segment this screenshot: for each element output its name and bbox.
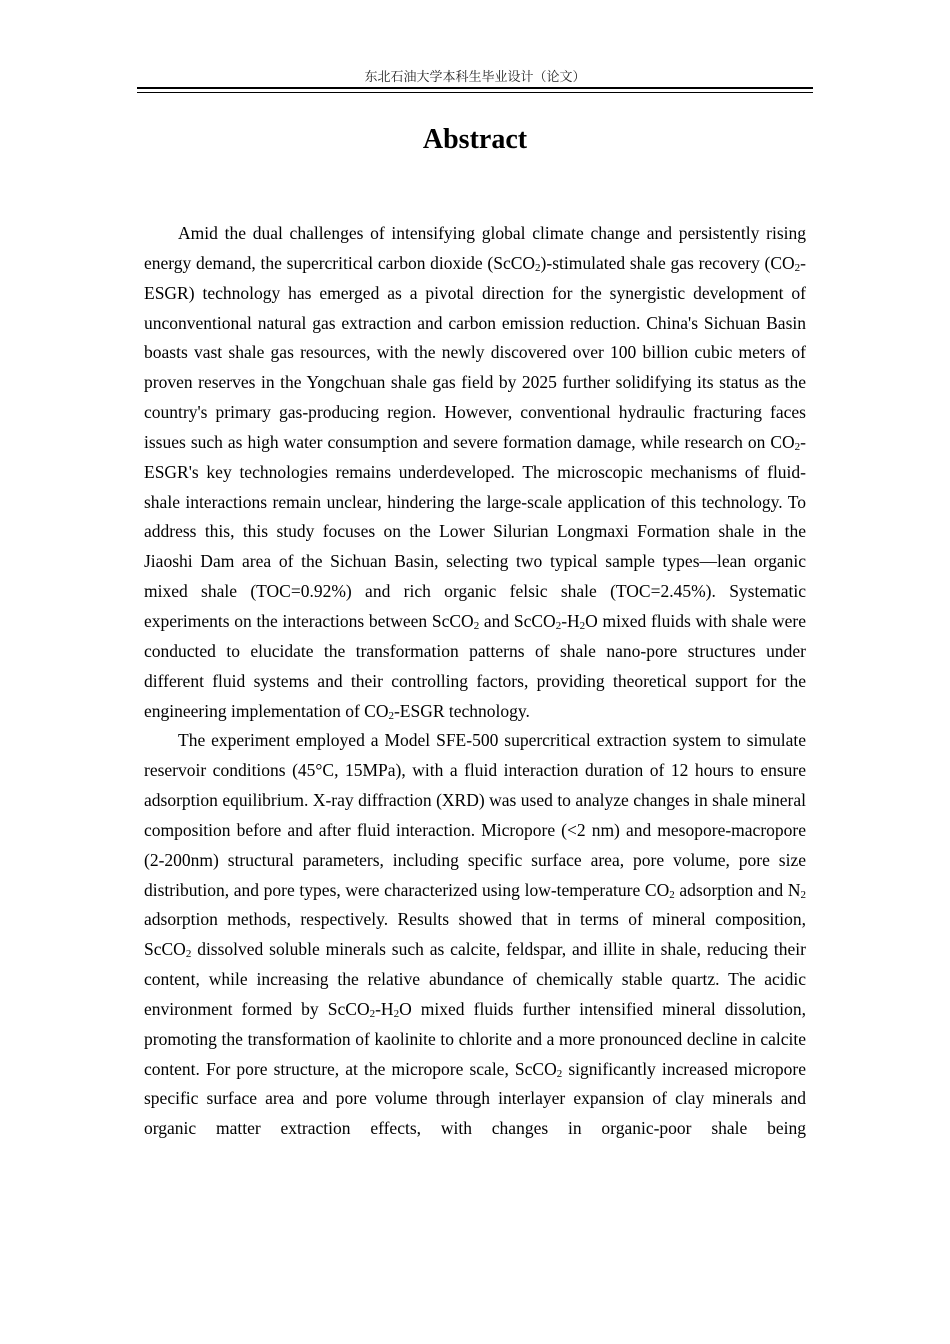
abstract-paragraph-1 [144,219,806,726]
text-run: Amid the dual challenges of intensifying global climate change and persistently rising energy demand, the supercritical carbon dioxide (ScCO [144,223,806,273]
text-run: O mixed fluids with shale were conducted to elucidate the transformation patterns of shale nano-pore structures under different fluid systems and their controlling factors, providing theoretical support for the engineering implementation of CO [144,610,807,721]
subscript: 2 [800,888,806,901]
text-run: The experiment employed a Model SFE-500 supercritical extraction system to simulate reservoir conditions (45°C, 15MPa), with a fluid interaction duration of 12 hours to ensure adsorption equilibrium. X-ray diffraction (XRD) was used to analyze changes in shale mineral composition before and after fluid interaction. Micropore (<2 nm) and mesopore-macropore (2-200nm) structural parameters, including specific surface area, pore volume, pore size distribution, and pore types, were characterized using low-temperature CO [144,730,806,900]
page-title: Abstract [422,124,528,155]
text-run: )-stimulated shale gas recovery (CO [540,252,795,273]
subscript: 2 [794,261,801,274]
header-rule-thin [137,92,813,93]
text-run: significantly increased micropore specific surface area and pore volume through interlayer expansion of clay minerals and organic matter extraction effects, with changes in organic-poor shale being [144,1058,806,1139]
text-run: -ESGR's key technologies remains underdeveloped. The microscopic mechanisms of fluid-shale interactions remain unclear, hindering the large-scale application of this technology. To address this, this study focuses on the Lower Silurian Longmaxi Formation shale in the Jiaoshi Dam area of the Sichuan Basin, selecting two typical sample types—lean organic mixed shale (TOC=0.92%) and rich organic felsic shale (TOC=2.45%). Systematic experiments on the interactions between ScCO [144,431,806,631]
text-run: -H [561,610,580,631]
text-run: and ScCO [479,610,556,631]
subscript: 2 [185,948,192,961]
subscript: 2 [555,619,562,632]
text-run: adsorption and N [674,879,801,900]
text-run: -H [375,998,394,1019]
subscript: 2 [794,440,801,453]
header-rule-thick [137,87,813,89]
subscript: 2 [388,709,394,722]
subscript: 2 [579,619,586,632]
text-run: adsorption methods, respectively. Results showed that in terms of mineral composition, ScCO [144,909,806,960]
abstract-body [144,219,806,1144]
abstract-paragraph-2 [144,726,806,1144]
subscript: 2 [669,888,675,901]
text-run: -ESGR) technology has emerged as a pivotal direction for the synergistic development of unconventional natural gas extraction and carbon emission reduction. China's Sichuan Basin boasts vast shale gas resources, with the newly discovered over 100 billion cubic meters of proven reserves in the Yongchuan shale gas field by 2025 further solidifying its status as the country's primary gas-producing region. However, conventional hydraulic fracturing faces issues such as high water consumption and severe formation damage, while research on CO [144,252,806,452]
subscript: 2 [473,619,480,632]
running-header: 东北石油大学本科生毕业设计（论文） [364,70,586,85]
text-run: -ESGR technology. [393,700,530,721]
subscript: 2 [556,1067,563,1080]
subscript: 2 [369,1007,376,1020]
subscript: 2 [393,1007,400,1020]
subscript: 2 [535,261,541,274]
text-run: O mixed fluids further intensified mineral dissolution, promoting the transformation of kaolinite to chlorite and a more pronounced decline in calcite content. For pore structure, at the micropore scale, ScCO [144,998,807,1079]
text-run: dissolved soluble minerals such as calcite, feldspar, and illite in shale, reducing their content, while increasing the relative abundance of chemically stable quartz. The acidic environment formed by ScCO [144,939,806,1019]
